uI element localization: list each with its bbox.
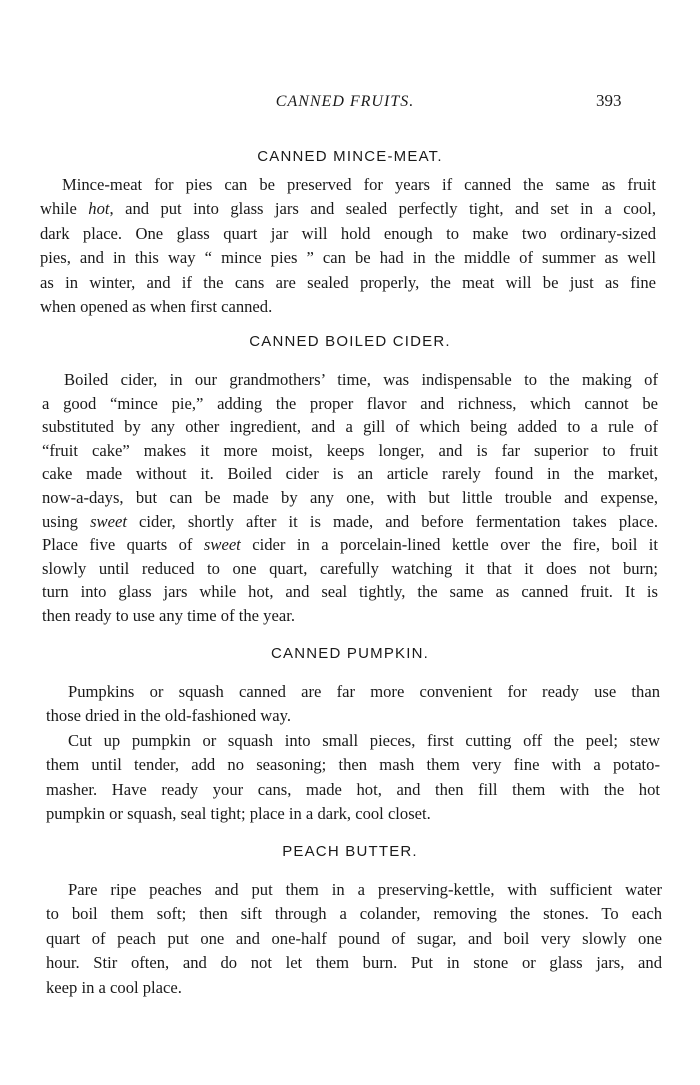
text-line: Pumpkins or squash canned are far more convenient for ready use than	[68, 682, 660, 701]
paragraph-pumpkin	[46, 680, 660, 826]
text-line: when opened as when first canned.	[40, 296, 273, 316]
running-head: CANNED FRUITS.	[275, 93, 415, 110]
text-line: using sweet cider, shortly after it is made, and before fermentation takes place.	[42, 511, 659, 531]
text-line: substituted by any other ingredient, and a gill of which being added to a rule of	[42, 417, 658, 437]
page-number: 393	[596, 91, 622, 110]
text-line: dark place. One glass quart jar will hold enough to make two ordinary-sized	[40, 223, 656, 243]
section-title-peach-butter: PEACH BUTTER.	[282, 843, 418, 860]
paragraph-boiled-cider	[42, 368, 658, 628]
text-line: a good “mince pie,” adding the proper flavor and richness, which cannot be	[42, 393, 658, 413]
text-line: quart of peach put one and one-half pound of sugar, and boil very slowly one	[46, 928, 662, 948]
text-line: keep in a cool place.	[46, 977, 182, 997]
text-line: masher. Have ready your cans, made hot, and then fill them with the hot	[46, 779, 660, 799]
section-title-mince-meat: CANNED MINCE-MEAT.	[257, 148, 443, 165]
text-line: “fruit cake” makes it more moist, keeps longer, and is far superior to fruit	[42, 440, 658, 460]
text-line: Place five quarts of sweet cider in a porcelain-lined kettle over the fire, boil it	[42, 535, 659, 555]
text-line: pumpkin or squash, seal tight; place in a dark, cool closet.	[46, 803, 431, 823]
text-line: Mince-meat for pies can be preserved for years if canned the same as fruit	[62, 175, 656, 194]
text-line: those dried in the old-fashioned way.	[46, 706, 292, 726]
text-line: them until tender, add no seasoning; then mash them very fine with a potato-	[46, 755, 660, 775]
text-line: pies, and in this way “ mince pies ” can be had in the middle of summer as well	[40, 248, 656, 268]
paragraph-peach-butter	[46, 878, 662, 1000]
text-line: now-a-days, but can be made by any one, with but little trouble and expense,	[42, 487, 658, 507]
text-line: Cut up pumpkin or squash into small pieces, first cutting off the peel; stew	[68, 730, 660, 750]
text-line: as in winter, and if the cans are sealed properly, the meat will be just as fine	[40, 272, 656, 292]
text-line: hour. Stir often, and do not let them burn. Put in stone or glass jars, and	[46, 953, 662, 973]
section-title-pumpkin: CANNED PUMPKIN.	[270, 645, 430, 662]
text-line: slowly until reduced to one quart, carefully watching it that it does not burn;	[42, 558, 658, 578]
text-line: cake made without it. Boiled cider is an article rarely found in the market,	[42, 464, 658, 484]
text-line: to boil them soft; then sift through a colander, removing the stones. To each	[46, 904, 662, 924]
text-line: turn into glass jars while hot, and seal tightly, the same as canned fruit. It is	[42, 582, 658, 602]
text-line: while hot, and put into glass jars and sealed perfectly tight, and set in a cool,	[40, 199, 657, 219]
section-title-boiled-cider: CANNED BOILED CIDER.	[249, 333, 451, 350]
text-line: Boiled cider, in our grandmothers’ time, was indispensable to the making of	[64, 370, 658, 389]
paragraph-mince-meat	[40, 173, 656, 319]
text-line: then ready to use any time of the year.	[42, 605, 295, 625]
text-line: Pare ripe peaches and put them in a preserving-kettle, with sufficient water	[68, 880, 662, 899]
